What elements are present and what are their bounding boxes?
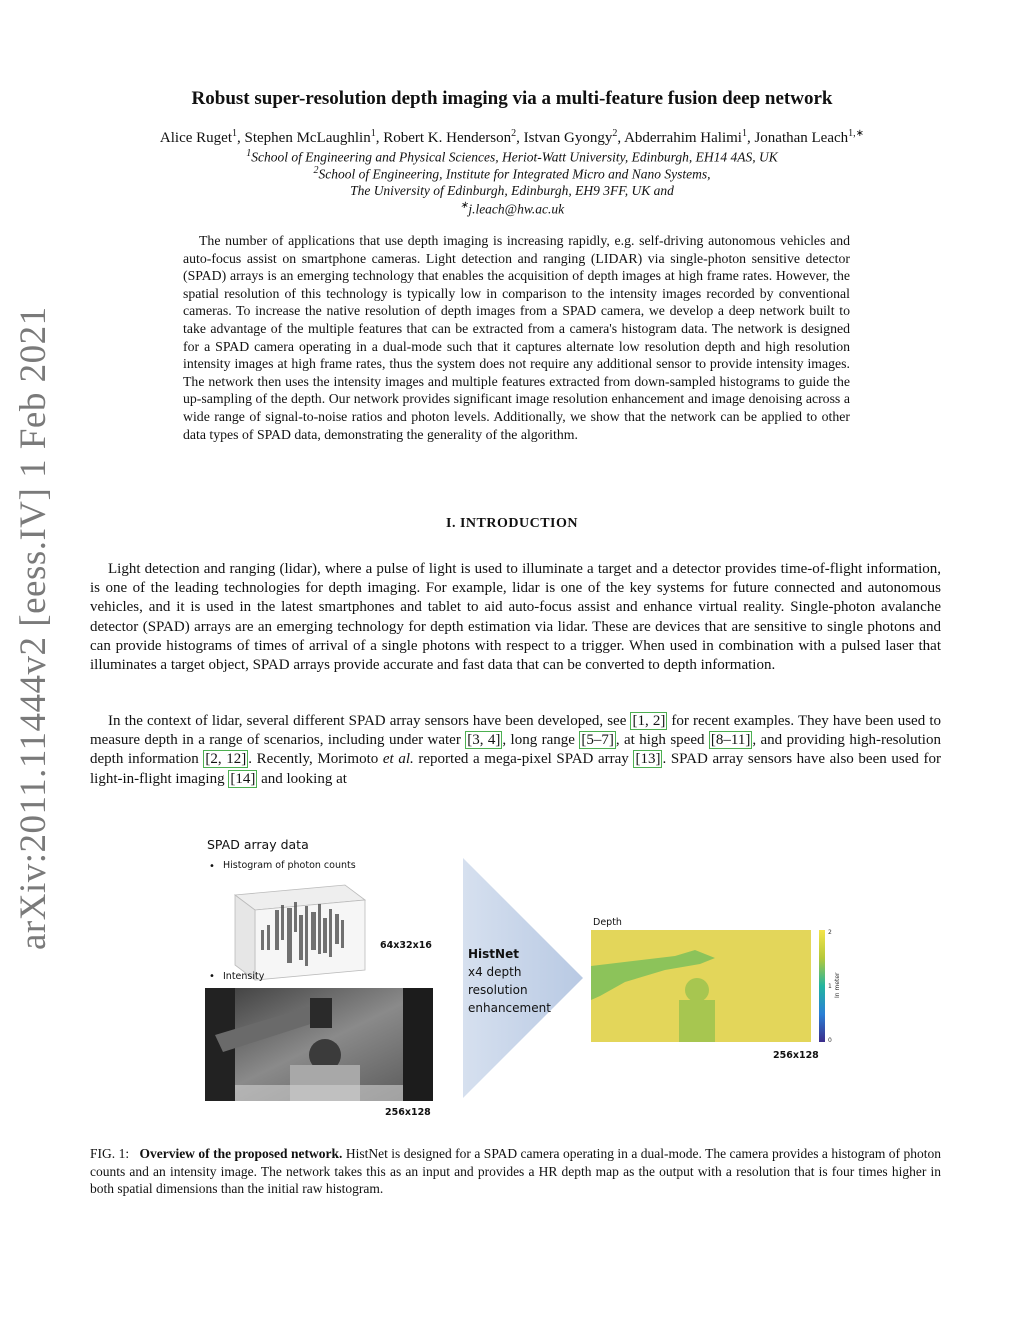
colorbar-max: 2 [828,929,832,936]
histogram-size: 64x32x16 [380,940,432,951]
citation-link[interactable]: [13] [635,751,661,768]
author: Robert K. Henderson$^2$ [383,128,517,146]
colorbar-min: 0 [828,1037,832,1044]
histogram-cube [235,885,365,980]
section-heading: I. INTRODUCTION [446,516,578,531]
figure-1 [195,830,845,1120]
intro-paragraph-1: Light detection and ranging (lidar), where a pulse of light is used to illuminate a target and a detector provides time-of-flight information, is one of the leading technologies for depth imaging. For example, lidar is one of the key systems for future connected and autonomous vehicles, and it is used in the latest smartphones and tablet to aid auto-focus assist and enhance virtual reality. Single-photon avalanche detector (SPAD) arrays are an emerging technology for depth estimation via lidar. These are devices that are sensitive to single photons and can provide histograms of times of arrival of a single photons with respect to a trigger. When used in combination with a pulsed laser that illuminates a target object, SPAD arrays provide accurate and fast data that can be converted to depth information. [90,561,941,674]
contact-email: ∗j.leach@hw.ac.uk [459,200,565,217]
affiliation: $^1$School of Engineering and Physical Sciences, Heriot-Watt University, Edinburgh, EH14 4AS, UK [246,148,778,165]
citation-link[interactable]: [1, 2] [632,713,666,729]
author: Istvan Gyongy$^2$ [523,128,618,146]
depth-map [591,930,811,1042]
intro-paragraph-2: In the context of lidar, several different SPAD array sensors have been developed, see [1, 2] for recent examples. They have been used to measure depth in a range of scenarios, including under water [3, 4] , long range [5–7] , at high speed [8–11] , and providing high-resolution depth information [2, 12] . Recently, Morimoto et al. reported a mega-pixel SPAD array [13] . SPAD array sensors have also been used for light-in-flight imaging [14] and looking at [90,713,941,787]
affiliation: The University of Edinburgh, Edinburgh, EH9 3FF, UK and [350,183,674,198]
colorbar-mid: 1 [828,983,832,990]
network-name: HistNet [468,947,519,961]
intensity-size: 256x128 [385,1107,431,1118]
bullet-icon: • [209,971,215,982]
network-desc-3: enhancement [468,1001,551,1015]
abstract: The number of applications that use depth imaging is increasing rapidly, e.g. self-driving autonomous vehicles and auto-focus assist on smartphone cameras. Light detection and ranging (LIDAR) via single-photon sensitive detector (SPAD) arrays is an emerging technology that enables the acquisition of depth images at high frame rates. However, the spatial resolution of this technology is typically low in comparison to the intensity images recorded by conventional cameras. To increase the native resolution of depth images from a SPAD camera, we develop a deep network built to take advantage of the multiple features that can be extracted from a camera's histogram data. The network is designed for a SPAD camera operating in a dual-mode such that it captures alternate low resolution depth and high resolution intensity images at high frame rates, thus the system does not require any additional sensor to provide intensity images. The network then uses the intensity images and multiple features extracted from down-sampled histograms to guide the up-sampling of the depth. Our network provides significant image resolution enhancement and image denoising across a wide range of signal-to-noise ratios and photon levels. Additionally, we show that the network can be applied to other data types of SPAD data, demonstrating the generality of the algorithm. [183,233,850,442]
colorbar [819,930,825,1042]
network-desc-1: x4 depth [468,965,522,979]
intensity-label: Intensity [223,971,265,982]
affiliation: $^2$School of Engineering, Institute for Integrated Micro and Nano Systems, [313,165,711,182]
histogram-label: Histogram of photon counts [223,860,356,871]
author: Abderrahim Halimi$^1$ [624,128,747,146]
depth-title: Depth [593,917,622,928]
colorbar-label: In meter [834,972,841,998]
citation-link[interactable]: [14] [230,770,256,787]
paper-title: Robust super-resolution depth imaging via a multi-feature fusion deep network [191,88,833,109]
citation-link[interactable]: [5–7] [581,732,614,749]
arxiv-side-label: arXiv:2011.11444v2 [eess.IV] 1 Feb 2021 [13,306,54,950]
citation-link[interactable]: [8–11] [710,732,751,749]
author: Jonathan Leach$^{1,∗}$ [754,128,865,146]
author: Stephen McLaughlin$^1$ [244,128,376,146]
depth-size: 256x128 [773,1050,819,1061]
network-desc-2: resolution [468,983,528,997]
citation-link[interactable]: [3, 4] [467,732,501,749]
author-list: Alice Ruget$^1$, Stephen McLaughlin$^1$, Robert K. Henderson$^2$, Istvan Gyongy$^2$, Abderrahim Halimi$^1$, Jonathan Leach$^{1,∗}$ [159,128,865,146]
figure-caption: FIG. 1: Overview of the proposed network. HistNet is designed for a SPAD camera operating in a dual-mode. The camera provides a histogram of photon counts and an intensity image. The network takes this as an input and provides a HR depth map as the output with a resolution that is four times higher in both spatial dimensions than the initial raw histogram. [90,1146,941,1197]
spad-title: SPAD array data [207,837,309,852]
bullet-icon: • [209,861,215,872]
author: Alice Ruget$^1$ [159,128,237,146]
citation-link[interactable]: [2, 12] [205,751,247,768]
intensity-image [205,988,433,1101]
